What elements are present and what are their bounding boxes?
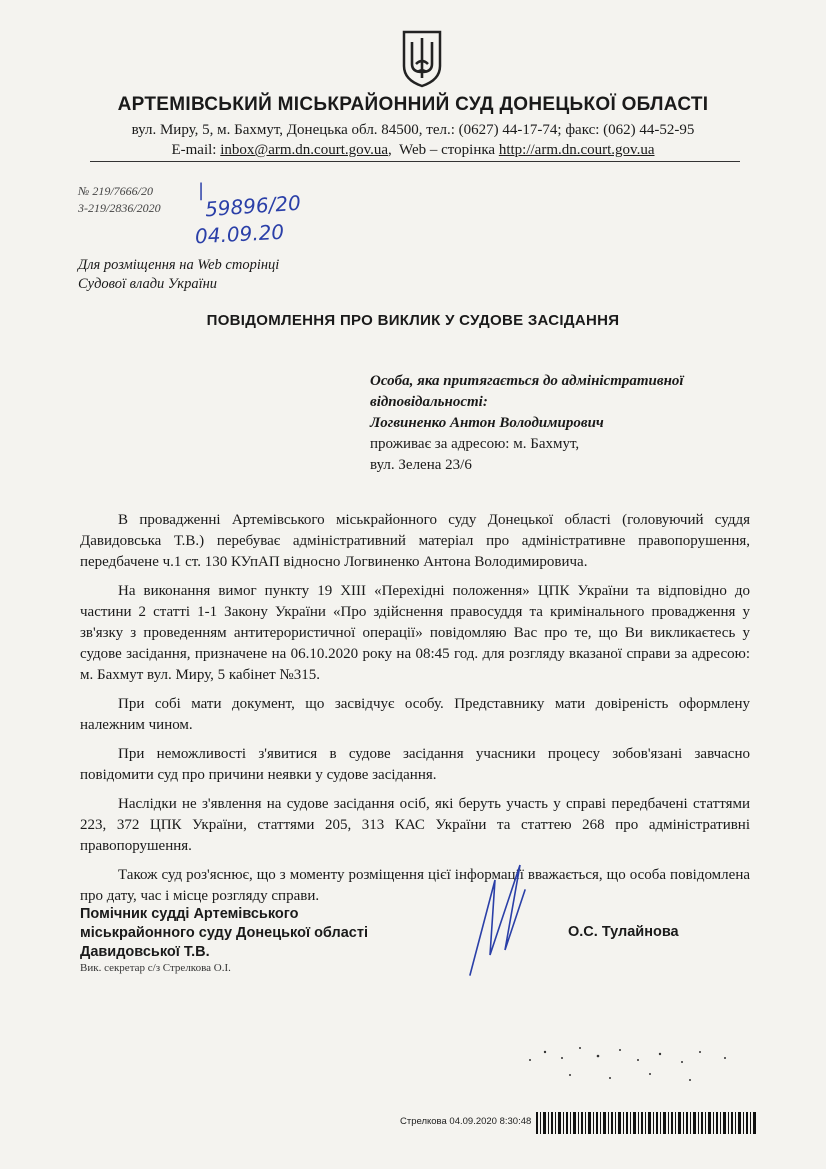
coat-of-arms-icon (400, 28, 444, 88)
web-link[interactable]: http://arm.dn.court.gov.ua (498, 142, 655, 158)
web-placement-note (78, 256, 279, 294)
case-number: № 219/7666/20 (78, 184, 153, 198)
body-paragraph: Наслідки не з'явлення на судове засідання осіб, які беруть участь у справі передбачені статтями 223, 372 ЦПК України, статтями 205, 313 КАС України та статтею 268 про адміністративні правопорушення. (80, 796, 750, 854)
body-paragraph: В провадженні Артемівського міськрайонного суду Донецької області (головуючий суддя Давидовська Т.В.) перебуває адміністративний матеріал про адміністративне правопорушення, передбачене ч.1 ст. 130 КУпАП відносно Логвиненко Антона Володимировича. (80, 512, 750, 570)
signatory-title (80, 905, 368, 962)
executor-note: Вик. секретар с/з Стрелкова О.І. (80, 962, 231, 974)
addressee-block (370, 371, 750, 476)
signatory-line-2: міськрайонного суду Донецької області (80, 925, 368, 941)
web-label: Web – сторінка (399, 142, 496, 158)
header-divider (90, 161, 740, 162)
addressee-residence: проживає за адресою: м. Бахмут, (370, 436, 580, 452)
handwritten-date: 04.09.20 (194, 219, 285, 249)
body-paragraph: На виконання вимог пункту 19 XIII «Перехідні положення» ЦПК України та відповідно до частини 2 статті 1-1 Закону України «Про здійснення правосуддя та кримінального провадження у зв'язку з проведенням антитерористичної операції» повідомляю Вас про те, що Ви викликаєтесь у судове засідання, призначене на 06.10.2020 року на 08:45 год. для розгляду вказаної справи за адресою: м. Бахмут вул. Миру, 5 кабінет №315. (80, 583, 750, 683)
signatory-name: О.С. Тулайнова (568, 924, 679, 940)
print-info: Стрелкова 04.09.2020 8:30:48 (400, 1116, 532, 1127)
court-address: вул. Миру, 5, м. Бахмут, Донецька обл. 84500, тел.: (0627) 44-17-74; факс: (062) 44-52-95 (131, 122, 695, 138)
email-label: E-mail: (171, 142, 217, 158)
addressee-role: Особа, яка притягається до адміністративної відповідальності: (370, 373, 684, 410)
signature-scribble (450, 860, 570, 980)
signatory-line-3: Давидовської Т.В. (80, 944, 210, 960)
web-note-line-1: Для розміщення на Web сторінці (78, 257, 280, 273)
registration-number: 3-219/2836/2020 (78, 201, 161, 215)
body-paragraph: Також суд роз'яснює, що з моменту розміщення цієї інформації вважається, що особа повідомлена про дату, час і місце розгляду справи. (80, 867, 750, 904)
email-link[interactable]: inbox@arm.dn.court.gov.ua (220, 142, 389, 158)
bracket-mark: | (198, 180, 205, 201)
handwritten-number: 59896/20 (204, 190, 302, 222)
addressee-street: вул. Зелена 23/6 (370, 457, 472, 473)
stamp-residue (510, 1030, 760, 1110)
web-note-line-2: Судової влади України (78, 276, 218, 292)
court-name: АРТЕМІВСЬКИЙ МІСЬКРАЙОННИЙ СУД ДОНЕЦЬКОЇ ОБЛАСТІ (117, 94, 709, 115)
court-contacts: E-mail: inbox@arm.dn.court.gov.ua, Web – сторінка http://arm.dn.court.gov.ua (171, 142, 655, 158)
signatory-line-1: Помічник судді Артемівського (80, 906, 299, 922)
notice-body (80, 510, 750, 915)
barcode-icon (536, 1112, 758, 1134)
body-paragraph: При неможливості з'явитися в судове засідання учасники процесу зобов'язані завчасно повідомити суд про причини неявки у судове засідання. (80, 746, 750, 783)
addressee-name: Логвиненко Антон Володимирович (370, 415, 604, 431)
document-title: ПОВІДОМЛЕННЯ ПРО ВИКЛИК У СУДОВЕ ЗАСІДАННЯ (206, 312, 620, 329)
body-paragraph: При собі мати документ, що засвідчує особу. Представнику мати довіреність оформлену належним чином. (80, 696, 750, 733)
